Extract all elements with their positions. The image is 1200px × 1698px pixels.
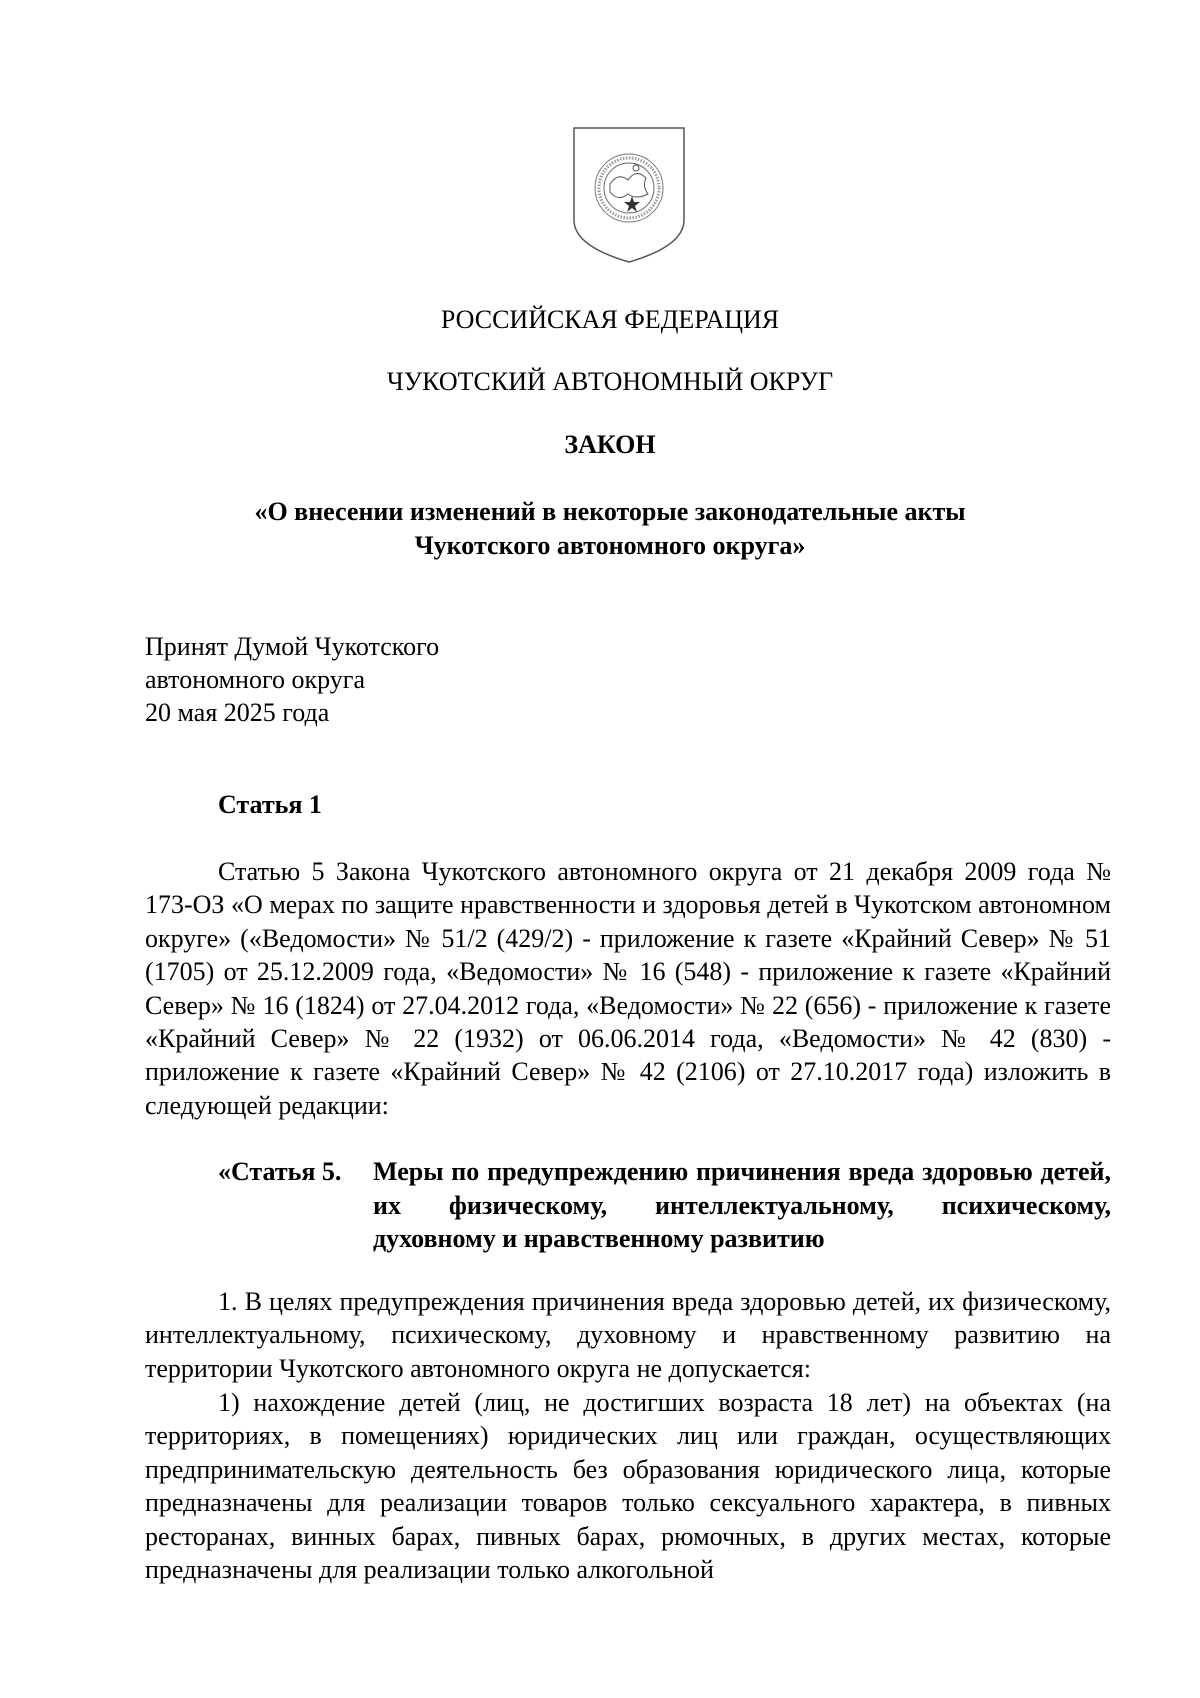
adoption-block bbox=[145, 630, 439, 729]
region-heading: ЧУКОТСКИЙ АВТОНОМНЫЙ ОКРУГ bbox=[386, 367, 834, 396]
adoption-line: Принят Думой Чукотского bbox=[145, 632, 440, 661]
country-heading: РОССИЙСКАЯ ФЕДЕРАЦИЯ bbox=[440, 305, 780, 334]
adoption-line: автономного округа bbox=[145, 665, 365, 694]
law-title-line: Чукотского автономного округа» bbox=[414, 531, 806, 560]
law-title bbox=[130, 495, 1090, 563]
article-1-heading: Статья 1 bbox=[218, 790, 322, 819]
clause-1-text: 1. В целях предупреждения причинения вреда здоровью детей, их физическому, интеллектуальному, психическому, духовному и нравственному развитию на территории Чукотского автономного округа не допускается: bbox=[145, 1287, 1111, 1383]
article-5-label: «Статья 5. bbox=[218, 1157, 342, 1186]
item-1-text: 1) нахождение детей (лиц, не достигших возраста 18 лет) на объектах (на территориях, в помещениях) юридических лиц или граждан, осуществляющих предпринимательскую деятельность без образования юридического лица, которые предназначены для реализации товаров только сексуального характера, в пивных ресторанах, винных барах, пивных барах, рюмочных, в других местах, которые предназначены для реализации только алкогольной bbox=[145, 1388, 1111, 1585]
law-title-line: «О внесении изменений в некоторые законодательные акты bbox=[254, 497, 966, 526]
document-type: ЗАКОН bbox=[564, 430, 656, 459]
article-1-text: Статью 5 Закона Чукотского автономного округа от 21 декабря 2009 года № 173-ОЗ «О мерах по защите нравственности и здоровья детей в Чукотском автономном округе» («Ведомости» № 51/2 (429/2) - приложение к газете «Крайний Север» № 51 (1705) от 25.12.2009 года, «Ведомости» № 16 (548) - приложение к газете «Крайний Север» № 16 (1824) от 27.04.2012 года, «Ведомости» № 22 (656) - приложение к газете «Крайний Север» № 22 (1932) от 06.06.2014 года, «Ведомости» № 42 (830) - приложение к газете «Крайний Север» № 42 (2106) от 27.10.2017 года) изложить в следующей редакции: bbox=[145, 857, 1111, 1120]
article-5-title: Меры по предупреждению причинения вреда здоровью детей, их физическому, интеллектуальному, психическому, духовному и нравственному развитию bbox=[373, 1157, 1111, 1253]
adoption-date: 20 мая 2025 года bbox=[145, 698, 330, 727]
chukotka-coat-of-arms-icon bbox=[570, 124, 688, 266]
article-5-heading bbox=[218, 1155, 1111, 1256]
